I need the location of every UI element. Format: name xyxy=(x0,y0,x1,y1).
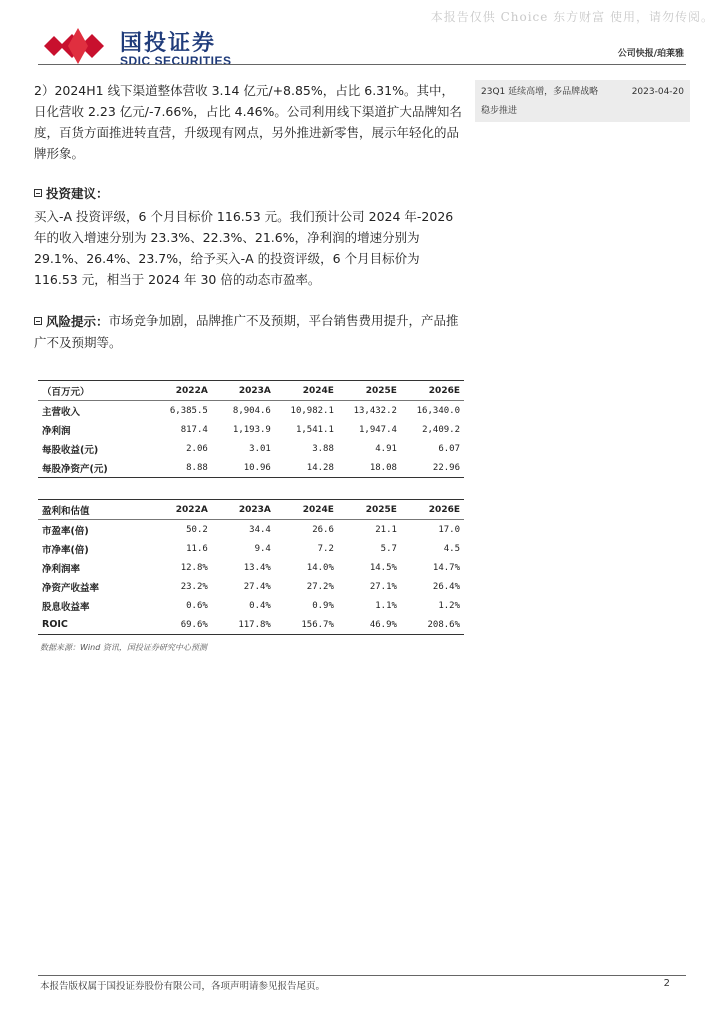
table-header-year: 2026E xyxy=(401,500,464,520)
table-cell: 18.08 xyxy=(338,458,401,478)
table-cell: 3.01 xyxy=(249,443,271,454)
table-header-year: 2024E xyxy=(275,381,338,401)
report-category: 公司快报/珀莱雅 xyxy=(617,49,684,59)
risk-section-title xyxy=(34,311,109,332)
table-cell: 13.4% xyxy=(243,562,271,573)
table-header-year: 2025E xyxy=(338,381,401,401)
table-cell: 12.8% xyxy=(180,562,208,573)
table-header-year: 2022A xyxy=(149,500,212,520)
table-cell: 1.1% xyxy=(375,600,397,611)
row-label: 市净率(倍) xyxy=(42,544,89,556)
table-cell: 14.0% xyxy=(306,562,334,573)
table-header-year: 2026E xyxy=(401,381,464,401)
invest-title-text: 投资建议： xyxy=(46,186,109,201)
table-cell: 16,340.0 xyxy=(416,405,460,416)
table-cell: 27.2% xyxy=(306,581,334,592)
offline-channel-paragraph: 2）2024H1 线下渠道整体营收 3.14 亿元/+8.85%，占比 6.31%。其中，日化营收 2.23 亿元/-7.66%，占比 4.46%。公司利用线下渠道扩大品牌知名度，百货方面推进转直营，升级现有网点，另外推进新零售，展示年轻化的品牌形象。 xyxy=(34,83,462,161)
table-cell: 1.2% xyxy=(438,600,460,611)
table-row xyxy=(38,577,464,596)
table-row xyxy=(38,520,464,540)
footer-divider xyxy=(38,975,686,976)
table-header-row xyxy=(38,381,464,401)
table-cell: 50.2 xyxy=(186,524,208,535)
table-cell: 0.9% xyxy=(312,600,334,611)
table-cell: 0.4% xyxy=(249,600,271,611)
table-cell: 0.6% xyxy=(186,600,208,611)
table-cell: 11.6 xyxy=(186,543,208,554)
financial-table xyxy=(38,380,464,478)
table-cell: 7.2 xyxy=(317,543,334,554)
table-row xyxy=(38,439,464,458)
copyright-footer: 本报告版权属于国投证券股份有限公司，各项声明请参见报告尾页。 xyxy=(40,981,326,992)
table-cell: 14.7% xyxy=(432,562,460,573)
table-cell: 2.06 xyxy=(186,443,208,454)
table-cell: 26.6 xyxy=(312,524,334,535)
table-cell: 27.4% xyxy=(243,581,271,592)
table-cell: 34.4 xyxy=(249,524,271,535)
table-cell: 8.88 xyxy=(149,458,212,478)
related-report-title-cont[interactable]: 稳步推进 xyxy=(481,106,518,116)
row-label: 净利润 xyxy=(42,425,71,437)
table-row xyxy=(38,458,464,478)
risk-title-text: 风险提示： xyxy=(46,313,109,329)
table-cell: 117.8% xyxy=(212,615,275,635)
table-cell: 6.07 xyxy=(438,443,460,454)
sdic-logo xyxy=(40,24,240,68)
table-cell: 3.88 xyxy=(312,443,334,454)
table-cell: 817.4 xyxy=(180,424,208,435)
table-row xyxy=(38,558,464,577)
header-divider xyxy=(38,64,686,65)
table-header-year: 2025E xyxy=(338,500,401,520)
page-number: 2 xyxy=(663,978,670,989)
table-header-year: 2024E xyxy=(275,500,338,520)
invest-paragraph: 买入-A 投资评级，6 个月目标价 116.53 元。我们预计公司 2024 年-2026 年的收入增速分别为 23.3%、22.3%、21.6%，净利润的增速分别为 29.1%、26.4%、23.7%，给予买入-A 的投资评级，6 个月目标价为 116.53 元，相当于 2024 年 30 倍的动态市盈率。 xyxy=(34,209,454,287)
row-label: 每股净资产(元) xyxy=(38,458,149,478)
row-label: 每股收益(元) xyxy=(42,444,99,456)
row-label: 净资产收益率 xyxy=(42,582,100,594)
table-cell: 6,385.5 xyxy=(169,405,208,416)
table-cell: 2,409.2 xyxy=(422,424,460,435)
table-cell: 69.6% xyxy=(149,615,212,635)
table-cell: 4.5 xyxy=(443,543,460,554)
table-cell: 8,904.6 xyxy=(232,405,271,416)
row-label: 净利润率 xyxy=(42,563,81,575)
table-cell: 23.2% xyxy=(180,581,208,592)
table-cell: 22.96 xyxy=(401,458,464,478)
logo-text-cn: 国投证券 xyxy=(120,31,217,56)
table-header-year: 2023A xyxy=(212,381,275,401)
table-header-label: （百万元） xyxy=(38,381,149,401)
table-row xyxy=(38,615,464,635)
watermark: 本报告仅供 Choice 东方财富 使用，请勿传阅。 xyxy=(430,10,714,24)
table-cell: 10.96 xyxy=(212,458,275,478)
logo-diamond-icon xyxy=(40,24,116,68)
table-header-row xyxy=(38,500,464,520)
related-report-date: 2023-04-20 xyxy=(631,87,684,97)
table-cell: 1,947.4 xyxy=(359,424,397,435)
table-cell: 26.4% xyxy=(432,581,460,592)
table-cell: 13,432.2 xyxy=(353,405,397,416)
table-row xyxy=(38,420,464,439)
table-cell: 1,193.9 xyxy=(232,424,271,435)
risk-paragraph xyxy=(34,310,466,353)
related-report-box[interactable] xyxy=(475,80,690,122)
data-source-note: 数据来源：Wind 资讯，国投证券研究中心预测 xyxy=(40,643,207,652)
table-header-year: 2023A xyxy=(212,500,275,520)
row-label: 市盈率(倍) xyxy=(42,525,89,537)
related-report-title[interactable]: 23Q1 延续高增，多品牌战略 xyxy=(481,87,599,97)
table-header-label: 盈利和估值 xyxy=(38,500,149,520)
table-cell: 27.1% xyxy=(369,581,397,592)
row-label: 主营收入 xyxy=(42,406,81,418)
table-row xyxy=(38,401,464,421)
collapse-box-icon xyxy=(34,189,42,197)
table-cell: 208.6% xyxy=(401,615,464,635)
valuation-table xyxy=(38,499,464,635)
table-cell: 10,982.1 xyxy=(290,405,334,416)
table-cell: 4.91 xyxy=(375,443,397,454)
table-row xyxy=(38,539,464,558)
table-cell: 17.0 xyxy=(438,524,460,535)
table-header-year: 2022A xyxy=(149,381,212,401)
risk-text: 市场竞争加剧，品牌推广不及预期，平台销售费用提升，产品推广不及预期等。 xyxy=(34,313,459,350)
table-cell: 14.28 xyxy=(275,458,338,478)
table-cell: 5.7 xyxy=(380,543,397,554)
table-cell: 156.7% xyxy=(275,615,338,635)
table-cell: 46.9% xyxy=(338,615,401,635)
logo-text-en: SDIC SECURITIES xyxy=(120,54,232,68)
collapse-box-icon xyxy=(34,317,42,325)
report-body xyxy=(34,80,466,353)
invest-section-title xyxy=(34,184,466,202)
table-cell: 9.4 xyxy=(254,543,271,554)
table-cell: 1,541.1 xyxy=(295,424,334,435)
table-row xyxy=(38,596,464,615)
table-cell: 21.1 xyxy=(375,524,397,535)
row-label: ROIC xyxy=(38,615,149,635)
row-label: 股息收益率 xyxy=(42,601,90,613)
table-cell: 14.5% xyxy=(369,562,397,573)
